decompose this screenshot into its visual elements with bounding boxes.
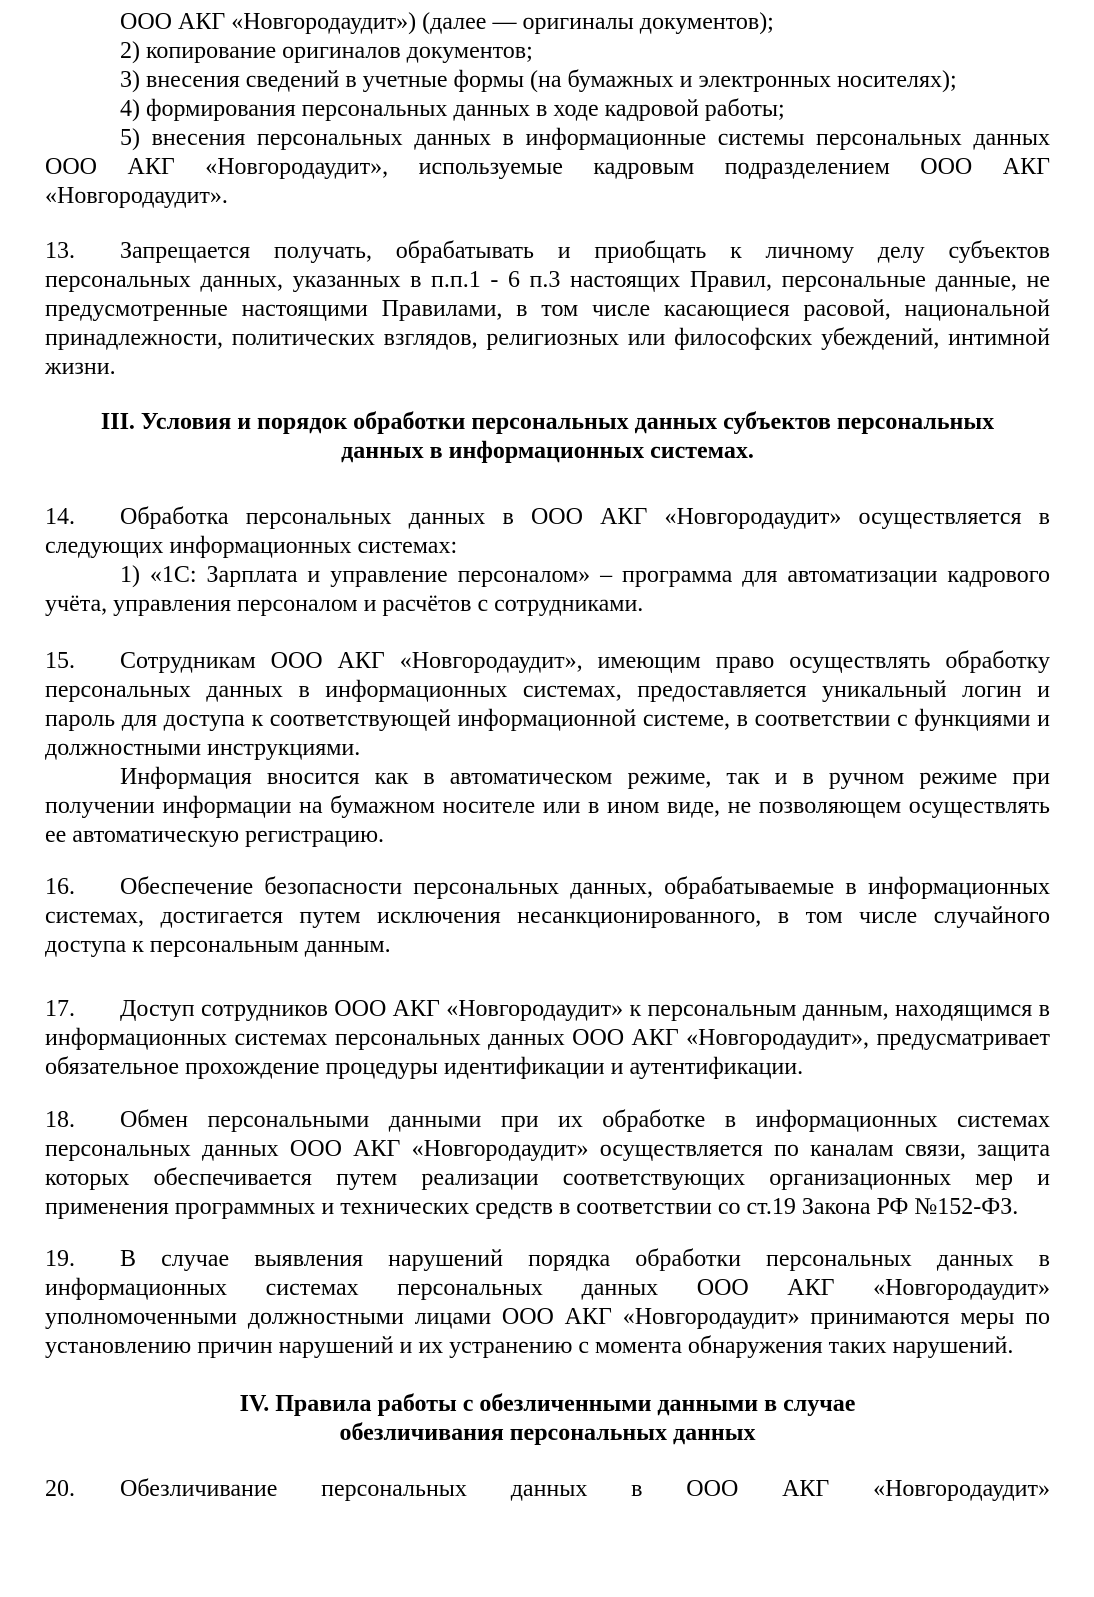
paragraph-13-number: 13.: [45, 238, 75, 264]
list-item-2: 2) копирование оригиналов документов;: [120, 38, 533, 64]
paragraph-13-text: Запрещается получать, обрабатывать и приобщать к личному делу субъектов персональных данных, указанных в п.п.1 - 6 п.3 настоящих Правил, персональные данные, не предусмотренные настоящими Правилами, в том числе касающиеся расовой, национальной принадлежности, политических взглядов, религиозных или философских убеждений, интимной жизни.: [45, 238, 1050, 380]
paragraph-17-number: 17.: [45, 996, 75, 1022]
paragraph-15-number: 15.: [45, 648, 75, 674]
paragraph-15: [45, 647, 1050, 763]
section-iv-heading-line-1: IV. Правила работы с обезличенными данными в случае: [239, 1391, 856, 1417]
list-item-1c: 1) «1С: Зарплата и управление персоналом» – программа для автоматизации кадрового учёта, управления персоналом и расчётов с сотрудниками.: [45, 562, 1050, 617]
paragraph-19: [45, 1245, 1050, 1361]
paragraph-20-number: 20.: [45, 1476, 75, 1502]
paragraph-18: [45, 1106, 1050, 1222]
paragraph-14-text: Обработка персональных данных в ООО АКГ «Новгородаудит» осуществляется в следующих информационных системах:: [45, 504, 1050, 559]
section-iii-heading-line-1: III. Условия и порядок обработки персональных данных субъектов персональных: [100, 409, 995, 435]
paragraph-14-number: 14.: [45, 504, 75, 530]
list-item-3: 3) внесения сведений в учетные формы (на бумажных и электронных носителях);: [120, 67, 957, 93]
paragraph-20: [45, 1475, 1050, 1504]
paragraph-17-text: Доступ сотрудников ООО АКГ «Новгородаудит» к персональным данным, находящимся в информационных системах персональных данных ООО АКГ «Новгородаудит», предусматривает обязательное прохождение процедуры идентификации и аутентификации.: [45, 996, 1050, 1080]
carryover-line: ООО АКГ «Новгородаудит») (далее — оригиналы документов);: [120, 9, 774, 35]
section-iii-heading: [45, 408, 1050, 466]
paragraph-18-text: Обмен персональными данными при их обработке в информационных системах персональных данных ООО АКГ «Новгородаудит» осуществляется по каналам связи, защита которых обеспечивается путем реализации соответствующих организационных мер и применения программных и технических средств в соответствии со ст.19 Закона РФ №152-ФЗ.: [45, 1107, 1050, 1220]
paragraph-14: [45, 503, 1050, 561]
section-iii-heading-line-2: данных в информационных системах.: [341, 438, 754, 464]
paragraph-16-number: 16.: [45, 874, 75, 900]
paragraph-19-number: 19.: [45, 1246, 75, 1272]
paragraph-15-text: Сотрудникам ООО АКГ «Новгородаудит», имеющим право осуществлять обработку персональных данных в информационных системах, предоставляется уникальный логин и пароль для доступа к соответствующей информационной системе, в соответствии с функциями и должностными инструкциями.: [45, 648, 1050, 761]
paragraph-15-addendum: Информация вносится как в автоматическом режиме, так и в ручном режиме при получении информации на бумажном носителе или в ином виде, не позволяющем осуществлять ее автоматическую регистрацию.: [45, 764, 1050, 848]
list-item-4: 4) формирования персональных данных в ходе кадровой работы;: [120, 96, 785, 122]
paragraph-19-text: В случае выявления нарушений порядка обработки персональных данных в информационных системах персональных данных ООО АКГ «Новгородаудит» уполномоченными должностными лицами ООО АКГ «Новгородаудит» принимаются меры по установлению причин нарушений и их устранению с момента обнаружения таких нарушений.: [45, 1246, 1050, 1359]
section-iv-heading-line-2: обезличивания персональных данных: [339, 1420, 756, 1446]
paragraph-16-text: Обеспечение безопасности персональных данных, обрабатываемые в информационных системах, достигается путем исключения несанкционированного, в том числе случайного доступа к персональным данным.: [45, 874, 1050, 958]
list-item-5: 5) внесения персональных данных в информационные системы персональных данных ООО АКГ «Новгородаудит», используемые кадровым подразделением ООО АКГ «Новгородаудит».: [45, 125, 1050, 209]
paragraph-16: [45, 873, 1050, 960]
section-iv-heading: [45, 1390, 1050, 1448]
paragraph-20-text: Обезличивание персональных данных в ООО АКГ «Новгородаудит»: [120, 1476, 1050, 1502]
paragraph-18-number: 18.: [45, 1107, 75, 1133]
paragraph-17: [45, 995, 1050, 1082]
paragraph-13: [45, 237, 1050, 382]
